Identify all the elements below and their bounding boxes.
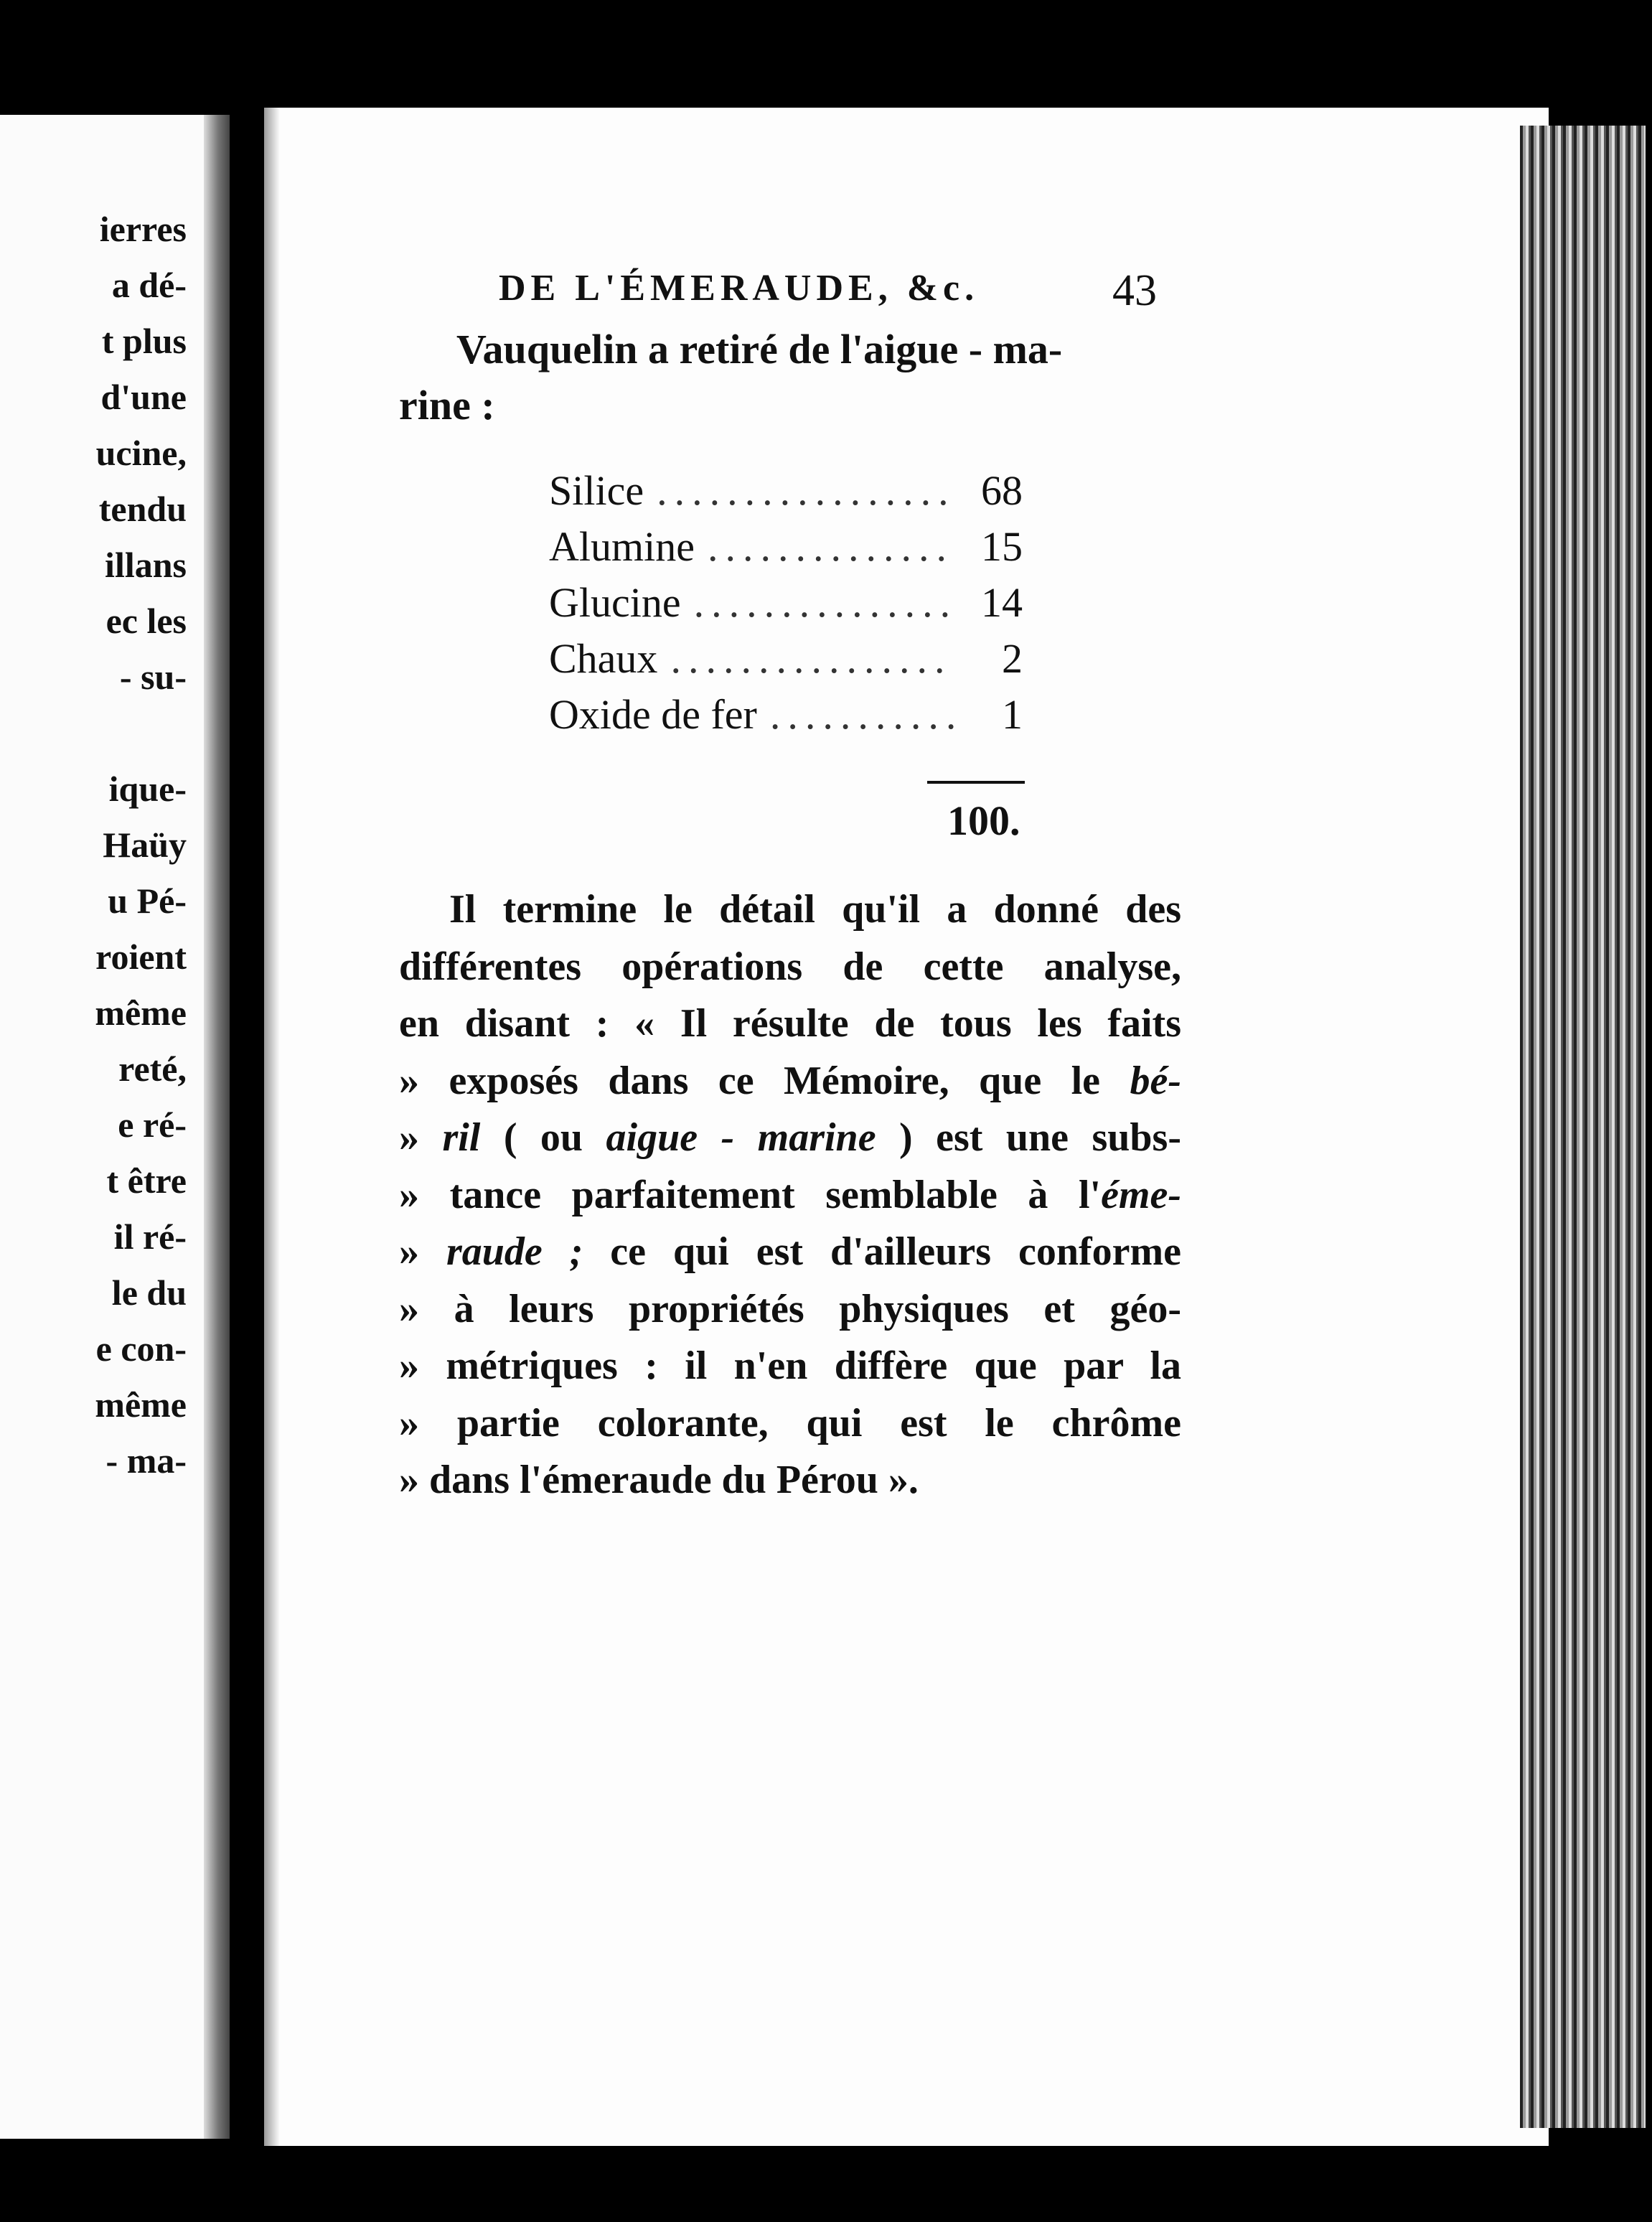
body-italic-run: bé- [1130, 1058, 1181, 1103]
body-text-run: ) est une subs- [876, 1115, 1181, 1160]
running-head: DE L'ÉMERAUDE, &c. [499, 268, 980, 309]
left-page-line-fragment: reté, [118, 1049, 187, 1089]
composition-row [549, 578, 1023, 634]
left-page-line-fragment: le du [111, 1272, 187, 1313]
left-page-line-fragment: ierres [99, 209, 187, 249]
right-page-gutter [264, 108, 280, 2146]
body-line: » à leurs propriétés physiques et géo- [399, 1286, 1181, 1331]
composition-row [549, 634, 1023, 690]
left-page-line-fragment: il ré- [113, 1217, 187, 1257]
dot-leader [770, 690, 954, 739]
left-page-line-fragment: ique- [108, 769, 187, 809]
body-text-run: » [399, 1229, 446, 1274]
body-italic-run: raude ; [446, 1229, 583, 1274]
composition-total: 100. [947, 797, 1020, 844]
intro-line: rine : [399, 382, 495, 428]
left-page-line-fragment: e ré- [118, 1105, 187, 1145]
body-line [399, 1167, 1181, 1224]
dot-leader [708, 522, 954, 571]
body-line: » partie colorante, qui est le chrôme [399, 1400, 1181, 1445]
composition-table [549, 467, 1023, 746]
body-paragraph [399, 881, 1181, 1509]
left-page-line-fragment: d'une [100, 377, 187, 417]
dot-leader [670, 634, 954, 683]
component-name: Oxide de fer [549, 691, 757, 738]
dot-leader [657, 467, 954, 515]
left-page [0, 115, 230, 2139]
body-text-run: » exposés dans ce Mémoire, que le [399, 1058, 1130, 1103]
sum-rule [927, 781, 1025, 784]
component-name: Chaux [549, 635, 658, 682]
component-name: Silice [549, 467, 644, 514]
body-text-run: » [399, 1115, 443, 1160]
body-line: en disant : « Il résulte de tous les faits [399, 1001, 1181, 1046]
left-page-line-fragment: u Pé- [108, 881, 187, 921]
composition-row [549, 467, 1023, 522]
component-name: Alumine [549, 523, 695, 570]
body-italic-run: ril [442, 1115, 481, 1160]
body-line [399, 1053, 1181, 1110]
body-line: Il termine le détail qu'il a donné des [449, 887, 1181, 932]
component-value: 15 [981, 523, 1023, 570]
left-page-line-fragment: t être [106, 1161, 187, 1201]
body-line [399, 1224, 1181, 1281]
component-value: 2 [1002, 635, 1023, 682]
intro-line: Vauquelin a retiré de l'aigue - ma- [456, 326, 1063, 372]
left-page-gutter [204, 115, 230, 2139]
body-italic-run: aigue - marine [606, 1115, 876, 1160]
body-line: différentes opérations de cette analyse, [399, 944, 1181, 989]
body-line: » dans l'émeraude du Pérou ». [399, 1458, 919, 1502]
left-page-line-fragment: - su- [119, 657, 187, 697]
left-page-line-fragment: t plus [101, 321, 187, 361]
left-page-line-fragment: ucine, [95, 433, 187, 473]
left-page-line-fragment: e con- [95, 1328, 187, 1369]
dot-leader [694, 578, 954, 627]
body-text-run: ( ou [480, 1115, 606, 1160]
left-page-line-fragment: tendu [98, 489, 187, 529]
left-page-line-fragment: Haüy [103, 825, 187, 865]
composition-row [549, 690, 1023, 746]
body-text-run: ce qui est d'ailleurs conforme [583, 1229, 1182, 1274]
left-page-line-fragment: - ma- [105, 1440, 187, 1481]
left-page-line-fragment: illans [105, 545, 187, 585]
component-value: 14 [981, 579, 1023, 626]
page-number: 43 [1112, 266, 1157, 315]
component-name: Glucine [549, 579, 681, 626]
composition-row [549, 522, 1023, 578]
left-page-line-fragment: ec les [105, 601, 187, 641]
body-line: » métriques : il n'en diffère que par la [399, 1344, 1181, 1388]
body-italic-run: éme- [1101, 1172, 1181, 1217]
intro-paragraph [399, 322, 1181, 433]
component-value: 1 [1002, 691, 1023, 738]
left-page-line-fragment: a dé- [111, 265, 187, 305]
page-edges [1520, 126, 1646, 2128]
left-page-line-fragment: roient [95, 937, 187, 977]
left-page-line-fragment: même [95, 993, 187, 1033]
body-line [399, 1110, 1181, 1167]
left-page-line-fragment: même [95, 1384, 187, 1425]
body-text-run: » tance parfaitement semblable à l' [399, 1172, 1102, 1217]
component-value: 68 [981, 467, 1023, 514]
